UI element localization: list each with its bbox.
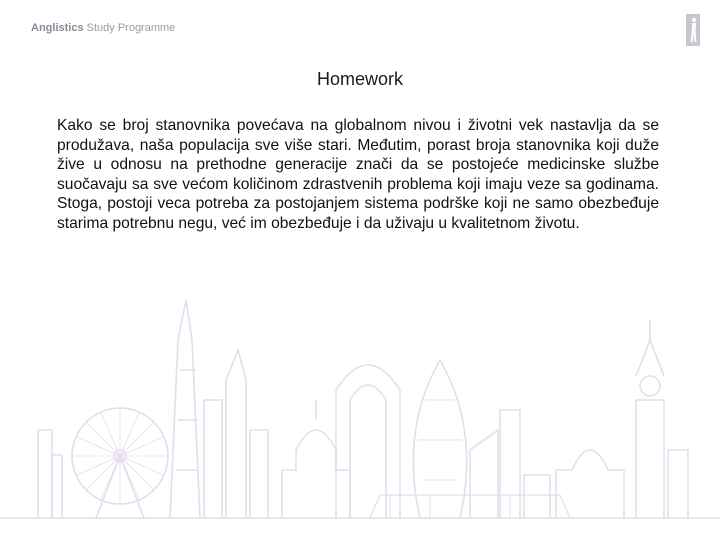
london-skyline-illustration	[0, 280, 720, 540]
header-brand: Anglistics	[31, 22, 84, 34]
header-subtitle: Study Programme	[86, 22, 176, 34]
slide-title: Homework	[316, 69, 404, 89]
slide-body-text: Kako se broj stanovnika povećava na globalnom nivou i životni vek nastavlja da se produžava, naša populacija sve više stari. Međutim, porast broja stanovnika koji duže žive u odnosu na prethodne generacije znači da se postojeće medicinske službe suočavaju sa sve većom količinom zdrastvenih problema koji imaju veze sa godinama. Stoga, postoji veca potreba za postojanjem sistema podrške koji ne samo obezbeđuje starima potrebnu negu, već im obezbeđuje i da uživaju u kvalitetnom životu.	[57, 117, 659, 232]
figure-logo-icon	[686, 14, 700, 46]
header-programme	[31, 22, 175, 34]
